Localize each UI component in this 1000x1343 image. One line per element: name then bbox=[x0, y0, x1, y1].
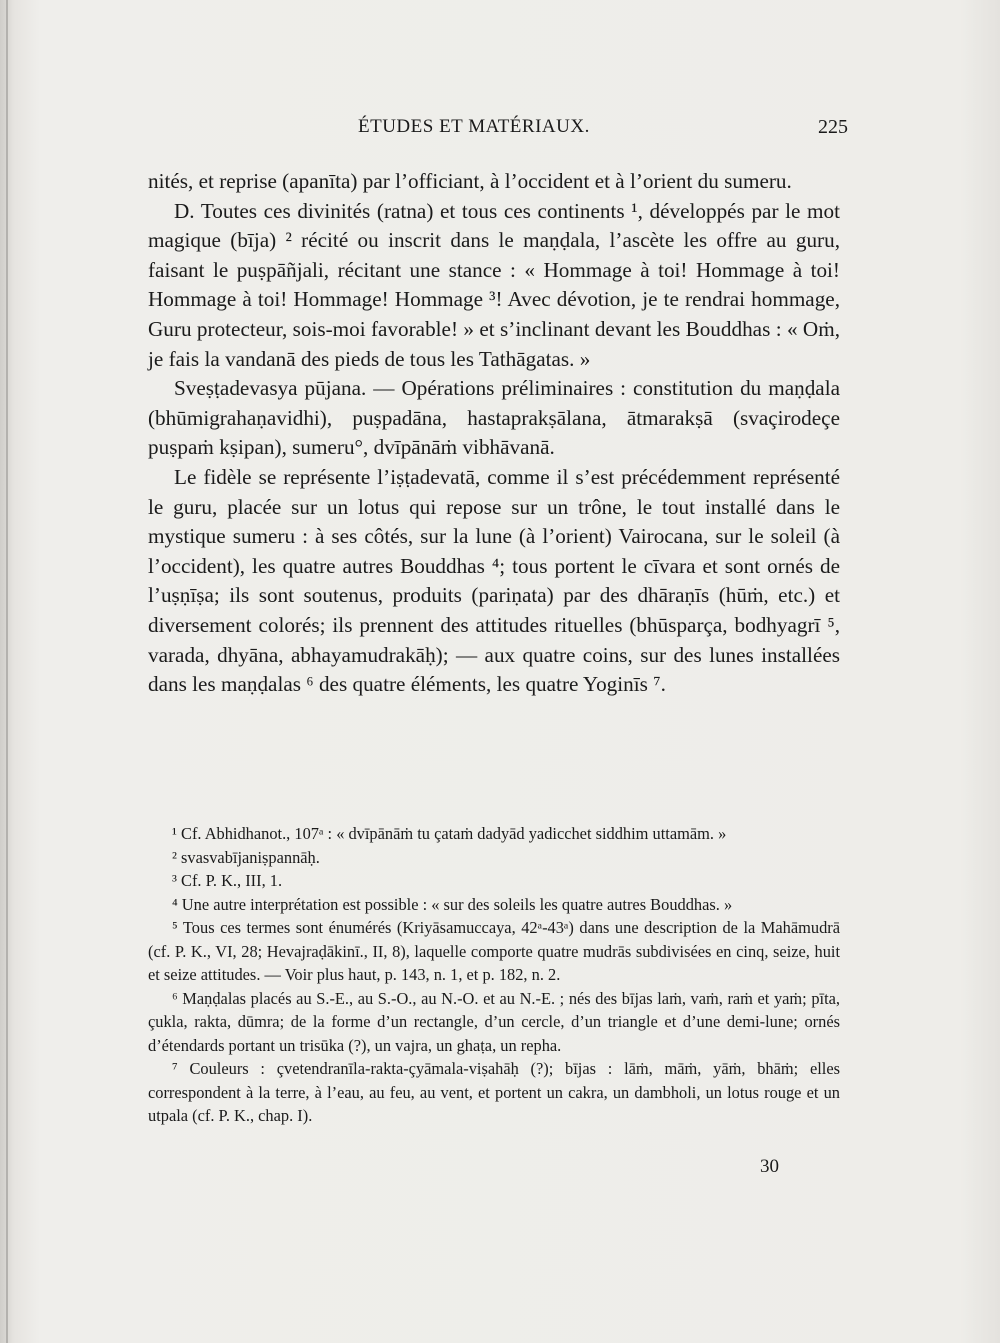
footnote: ² svasvabījaniṣpannāḥ. bbox=[172, 847, 320, 867]
running-title: ÉTUDES ET MATÉRIAUX. bbox=[358, 116, 590, 137]
footnote: ⁶ Maṇḍalas placés au S.-E., au S.-O., au N.-O. et au N.-E. ; nés des bījas laṁ, vaṁ, raṁ et yaṁ; pīta, çukla, rakta, dūmra; de la forme d’un rectangle, d’un cercle, d’un triangle et d’une demi-lune; ornés d’étendards portant un trisūka (?), un vajra, un ghaṭa, un repha. bbox=[148, 988, 840, 1055]
paragraph: nités, et reprise (apanīta) par l’officiant, à l’occident et à l’orient du sumeru. bbox=[148, 169, 792, 193]
body-text bbox=[148, 167, 840, 700]
footnote: ¹ Cf. Abhidhanot., 107ᵃ : « dvīpānāṁ tu çataṁ dadyād yadicchet siddhim uttamām. » bbox=[172, 824, 727, 843]
footnote: ⁷ Couleurs : çvetendranīla-rakta-çyāmala-viṣahāḥ (?); bījas : lāṁ, māṁ, yāṁ, bhāṁ; elles correspondent à la terre, à l’eau, au feu, au vent, et portent un cakra, un dambholi, un lotus rouge et un utpala (cf. P. K., chap. I). bbox=[148, 1059, 840, 1125]
footnote: ⁴ Une autre interprétation est possible : « sur des soleils les quatre autres Bouddhas. » bbox=[172, 894, 733, 914]
signature-mark: 30 bbox=[760, 1156, 779, 1177]
page-spine-edge bbox=[6, 0, 8, 1343]
footnote: ⁵ Tous ces termes sont énumérés (Kriyāsamuccaya, 42ᵃ-43ᵃ) dans une description de la Mahāmudrā (cf. P. K., VI, 28; Hevajraḍākinī., II, 8), laquelle comporte quatre mudrās subdivisées en cinq, seize, huit et seize attitudes. — Voir plus haut, p. 143, n. 1, et p. 182, n. 2. bbox=[148, 918, 840, 984]
paragraph: Le fidèle se représente l’iṣṭadevatā, comme il s’est précédemment représenté le guru, placée sur un lotus qui repose sur un trône, le tout installé dans le mystique sumeru : à ses côtés, sur la lune (à l’orient) Vairocana, sur le soleil (à l’occident), les quatre autres Bouddhas ⁴; tous portent le cīvara et sont ornés de l’uṣṇīṣa; ils sont soutenus, produits (pariṇata) par des dhāraṇīs (hūṁ, etc.) et diversement colorés; ils prennent des attitudes rituelles (bhūsparça, bodhyagrī ⁵, varada, dhyāna, abhayamudrakāḥ); — aux quatre coins, sur des lunes installées dans les maṇḍalas ⁶ des quatre éléments, les quatre Yoginīs ⁷. bbox=[148, 464, 840, 697]
footnote: ³ Cf. P. K., III, 1. bbox=[172, 871, 283, 890]
paragraph: Sveṣṭadevasya pūjana. — Opérations préliminaires : constitution du maṇḍala (bhūmigrahaṇavidhi), puṣpadāna, hastaprakṣālana, ātmarakṣā (svaçirodeçe puṣpaṁ kṣipan), sumeru°, dvīpānāṁ vibhāvanā. bbox=[148, 376, 840, 460]
page-number: 225 bbox=[818, 116, 848, 138]
footnotes bbox=[148, 822, 840, 1128]
page-header bbox=[148, 116, 848, 146]
paragraph: D. Toutes ces divinités (ratna) et tous ces continents ¹, développés par le mot magique (bīja) ² récité ou inscrit dans le maṇḍala, l’ascète les offre au guru, faisant le puṣpāñjali, récitant une stance : « Hommage à toi! Hommage à toi! Hommage à toi! Hommage! Hommage ³! Avec dévotion, je te rendrai hommage, Guru protecteur, sois-moi favorable! » et s’inclinant devant les Bouddhas : « Oṁ, je fais la vandanā des pieds de tous les Tathāgatas. » bbox=[148, 198, 840, 371]
